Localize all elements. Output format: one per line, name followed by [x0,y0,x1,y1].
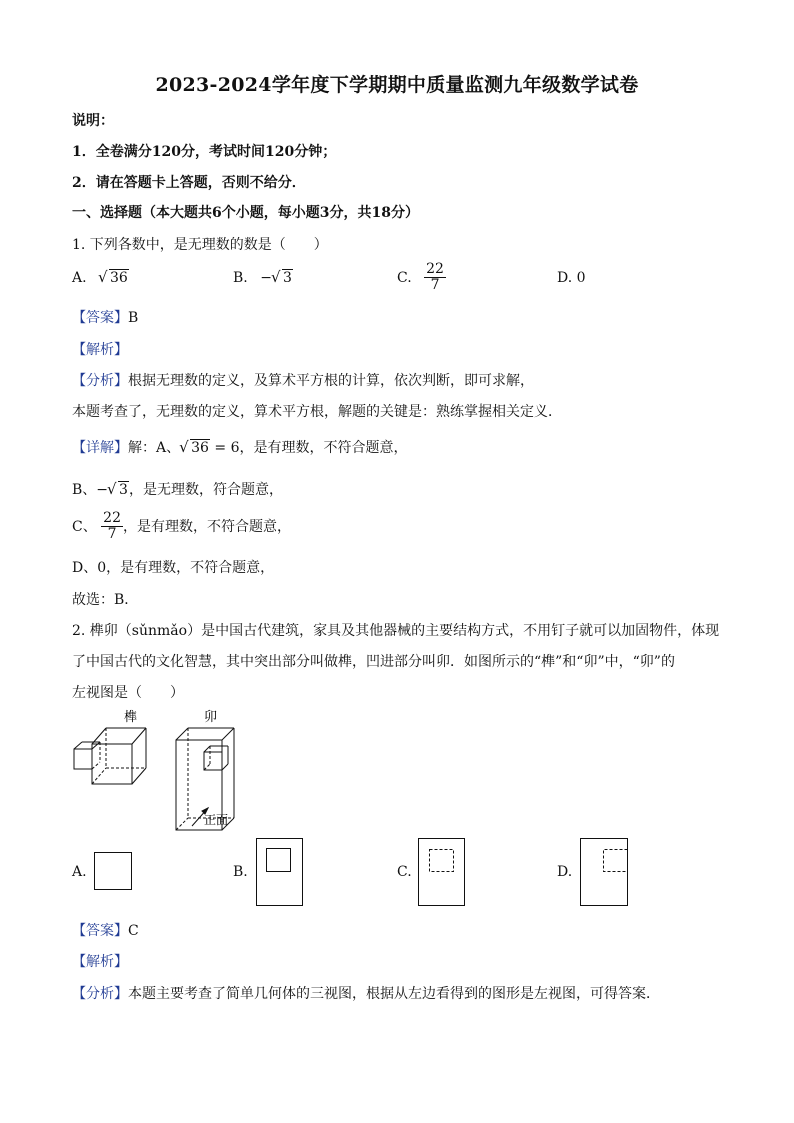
q2-answer [72,920,139,940]
q1-answer [72,307,138,327]
q1-analysis-tag: 【解析】 [72,342,128,358]
note-item-2: 2．请在答题卡上答题，否则不给分． [72,175,306,191]
q1-option-b-minus: − [260,270,272,286]
q1-answer-tag: 【答案】 [72,310,128,326]
q1-detail-b [72,479,283,499]
q1-option-b-label: B. [233,270,248,286]
q1-conclusion: 故选：B． [72,592,139,608]
q2-option-b-label: B. [233,864,248,880]
q1-detail-a-radicand: 36 [191,440,209,456]
q1-detail-c-numerator: 22 [103,510,121,526]
q1-fenxi-text: 根据无理数的定义，及算术平方根的计算，依次判断，即可求解， [128,373,534,389]
q1-detail-a [72,437,408,457]
figure-label-mao: 卯 [204,710,218,725]
q2-fenxi-text: 本题主要考查了简单几何体的三视图，根据从左边看得到的图形是左视图，可得答案． [128,986,660,1002]
q2-analysis-tag: 【解析】 [72,954,128,970]
q1-option-d [557,270,586,286]
q1-option-c [397,262,446,294]
q1-option-b [233,270,293,286]
q2-answer-tag: 【答案】 [72,923,128,939]
q2-option-a-label: A. [72,864,87,880]
q2-stem-line2: 了中国古代的文化智慧，其中突出部分叫做榫，凹进部分叫卯．如图所示的“榫”和“卯”中，“卯”的 [72,654,675,670]
q2-option-c-label: C. [397,864,412,880]
q2-stem-line3: 左视图是（ ） [72,685,184,701]
q1-option-d-label: D. [557,270,573,286]
q1-detail-b-prefix: B、 [72,482,97,498]
q1-option-a-label: A. [72,270,87,286]
q1-detail-a-sqrt [180,440,210,456]
q1-detail-c-suffix: ，是有理数，不符合题意， [123,518,291,535]
q1-detail-b-suffix: ，是无理数，符合题意， [128,482,283,498]
q1-detail-a-eq: = 6 [214,440,240,456]
q2-fenxi [72,983,660,1003]
q2-option-d-label: D. [557,864,573,880]
q2-option-a-figure [94,852,134,892]
q2-answer-value: C [128,923,139,939]
q1-detail-c-fraction [101,511,123,543]
q2-option-d-figure [580,838,630,908]
q1-option-c-denominator: 7 [430,277,440,294]
q1-detail-tag: 【详解】 [72,440,128,456]
q2-stem-line1: 2. 榫卯（sǔnmǎo）是中国古代建筑，家具及其他器械的主要结构方式，不用钉子就可以加固物件，体现 [72,623,720,639]
q1-answer-value: B [128,310,139,326]
q1-detail-c-prefix: C、 [72,518,97,535]
q2-option-c-figure [418,838,466,908]
q1-detail-b-minus: − [96,482,109,498]
q1-fenxi-tag: 【分析】 [72,373,128,389]
q1-option-a [72,270,129,286]
q1-fenxi-text2: 本题考查了，无理数的定义，算术平方根，解题的关键是：熟练掌握相关定义． [72,404,562,420]
q1-detail-c-denominator: 7 [107,526,117,543]
q1-option-a-radicand: 36 [110,270,128,286]
q1-option-c-fraction [424,262,446,294]
q1-option-b-sqrt [272,270,293,286]
q1-detail-c [72,511,291,543]
q2-fenxi-tag: 【分析】 [72,986,128,1002]
q1-option-a-sqrt [99,270,129,286]
page-title: 2023-2024学年度下学期期中质量监测九年级数学试卷 [155,74,639,96]
q1-detail-b-sqrt [108,482,129,498]
q1-detail-prefix: 解：A、 [128,440,181,456]
figure-label-sun: 榫 [124,710,138,725]
figure-label-front: 正面 [204,813,229,827]
q1-detail-d: D、0，是有理数，不符合题意， [72,560,275,576]
q2-option-b-figure [256,838,304,908]
q1-detail-a-suffix: ，是有理数，不符合题意， [239,440,408,456]
note-item-1: 1．全卷满分120分，考试时间120分钟； [72,144,337,160]
section-heading: 一、选择题（本大题共6个小题，每小题3分，共18分） [72,205,419,221]
q1-option-c-label: C. [397,269,412,286]
q1-stem: 1. 下列各数中，是无理数的数是（ ） [72,237,328,253]
mortise-tenon-figure [68,704,268,834]
q1-option-d-value: 0 [576,270,586,286]
tenon-drawing [74,728,146,784]
q1-option-b-radicand: 3 [282,270,292,286]
notes-heading: 说明： [72,113,114,129]
q1-detail-b-radicand: 3 [119,482,128,498]
q1-fenxi [72,370,534,390]
q1-option-c-numerator: 22 [426,261,444,277]
